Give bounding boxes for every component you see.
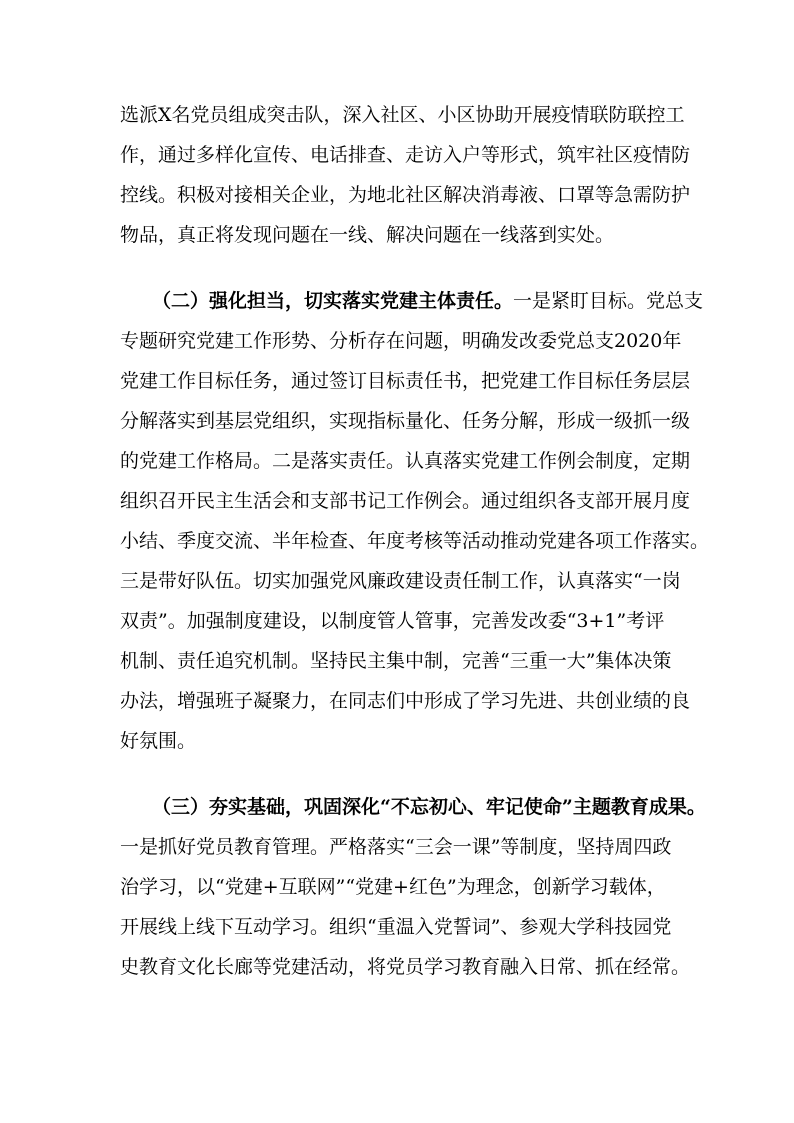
paragraph-2-line-10: 机制、责任追究机制。坚持民主集中制，完善“三重一大”集体决策: [120, 650, 672, 672]
paragraph-2-line-9: 双责”。加强制度建设，以制度管人管事，完善发改委“3+1”考评: [120, 610, 665, 632]
paragraph-3-line-5: 史教育文化长廊等党建活动，将党员学习教育融入日常、抓在经常。: [120, 956, 691, 978]
paragraph-3-heading: （三）夯实基础，巩固深化“不忘初心、牢记使命”主题教育成果。: [152, 796, 706, 818]
paragraph-1-line-1: 选派X名党员组成突击队，深入社区、小区协助开展疫情联防联控工: [120, 104, 685, 126]
paragraph-2-line-5: 的党建工作格局。二是落实责任。认真落实党建工作例会制度，定期: [120, 450, 691, 472]
paragraph-2-first-line-rest: 一是紧盯目标。党总支: [513, 290, 704, 312]
paragraph-3-line-2: 一是抓好党员教育管理。严格落实“三会一课”等制度，坚持周四政: [120, 836, 672, 858]
paragraph-3-line-3: 治学习，以“党建+互联网”“党建+红色”为理念，创新学习载体，: [120, 876, 666, 898]
paragraph-2-line-11: 办法，增强班子凝聚力，在同志们中形成了学习先进、共创业绩的良: [120, 690, 691, 712]
paragraph-1-line-2: 作，通过多样化宣传、电话排查、走访入户等形式，筑牢社区疫情防: [120, 144, 691, 166]
paragraph-1-line-4: 物品，真正将发现问题在一线、解决问题在一线落到实处。: [120, 224, 615, 246]
paragraph-2-line-2: 专题研究党建工作形势、分析存在问题，明确发改委党总支2020年: [120, 330, 682, 352]
paragraph-2-heading: （二）强化担当，切实落实党建主体责任。: [152, 290, 514, 312]
paragraph-3-line-4: 开展线上线下互动学习。组织“重温入党誓词”、参观大学科技园党: [120, 916, 672, 938]
paragraph-2-line-7: 小结、季度交流、半年检查、年度考核等活动推动党建各项工作落实。: [120, 530, 710, 552]
paragraph-1-line-3: 控线。积极对接相关企业，为地北社区解决消毒液、口罩等急需防护: [120, 184, 691, 206]
paragraph-2-line-8: 三是带好队伍。切实加强党风廉政建设责任制工作，认真落实“一岗: [120, 570, 681, 592]
paragraph-2-line-6: 组织召开民主生活会和支部书记工作例会。通过组织各支部开展月度: [120, 490, 691, 512]
paragraph-2-first-line: [152, 289, 704, 313]
paragraph-2-line-12: 好氛围。: [120, 730, 197, 752]
paragraph-2-line-3: 党建工作目标任务，通过签订目标责任书，把党建工作目标任务层层: [120, 370, 691, 392]
paragraph-2-line-4: 分解落实到基层党组织，实现指标量化、任务分解，形成一级抓一级: [120, 410, 691, 432]
